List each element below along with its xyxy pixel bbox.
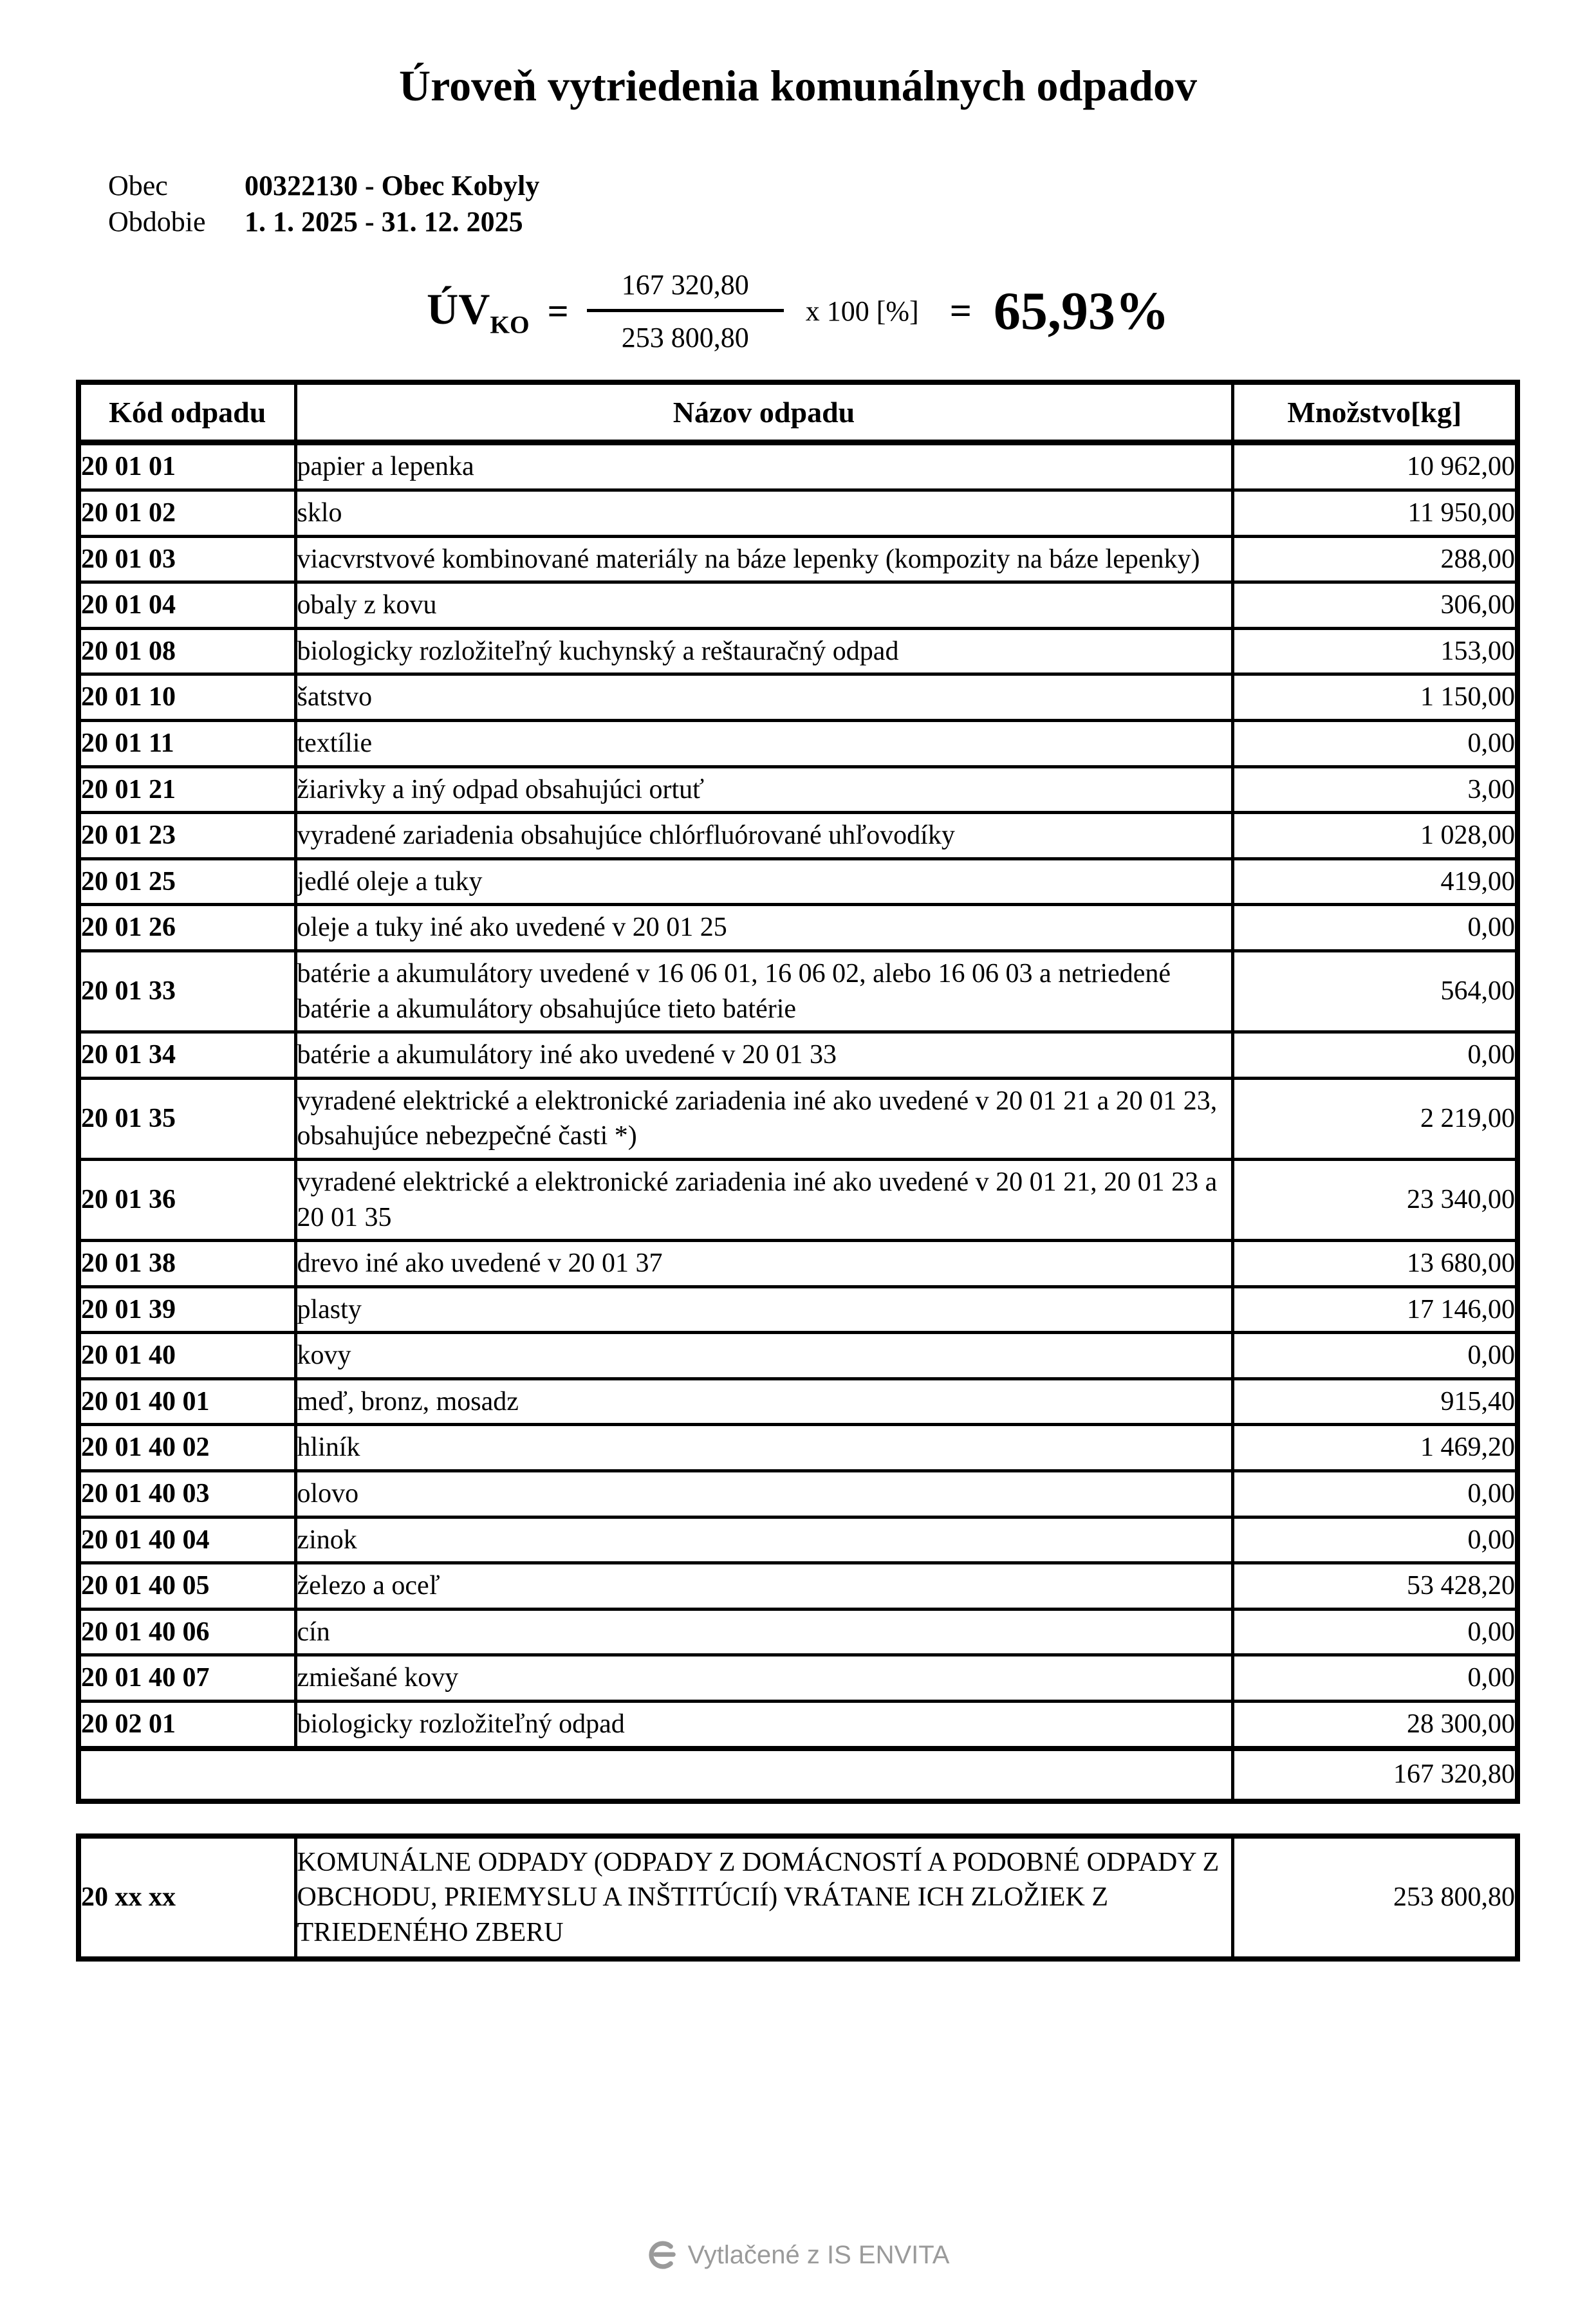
waste-code: 20 01 03	[79, 536, 295, 582]
waste-name: kovy	[295, 1333, 1232, 1379]
table-row	[79, 905, 1517, 951]
waste-name: žiarivky a iný odpad obsahujúci ortuť	[295, 766, 1232, 813]
waste-name: šatstvo	[295, 674, 1232, 721]
table-row	[79, 858, 1517, 905]
waste-name: cín	[295, 1609, 1232, 1655]
waste-qty: 1 469,20	[1232, 1425, 1517, 1471]
formula-fraction	[587, 268, 784, 354]
waste-qty: 17 146,00	[1232, 1286, 1517, 1333]
waste-table	[76, 380, 1520, 1803]
table-row	[79, 674, 1517, 721]
formula-denominator: 253 800,80	[621, 322, 749, 354]
waste-name: olovo	[295, 1471, 1232, 1517]
envita-logo-icon	[647, 2240, 678, 2270]
waste-name: zinok	[295, 1517, 1232, 1563]
waste-name: plasty	[295, 1286, 1232, 1333]
waste-code: 20 01 39	[79, 1286, 295, 1333]
waste-name: jedlé oleje a tuky	[295, 858, 1232, 905]
waste-qty: 53 428,20	[1232, 1563, 1517, 1610]
waste-name: zmiešané kovy	[295, 1655, 1232, 1702]
formula-numerator: 167 320,80	[587, 268, 784, 312]
waste-code: 20 01 26	[79, 905, 295, 951]
waste-name: obaly z kovu	[295, 582, 1232, 629]
table-row	[79, 1655, 1517, 1702]
waste-qty: 1 150,00	[1232, 674, 1517, 721]
table-total-row	[79, 1749, 1517, 1801]
waste-qty: 0,00	[1232, 1333, 1517, 1379]
waste-name: hliník	[295, 1425, 1232, 1471]
waste-code: 20 01 36	[79, 1159, 295, 1240]
header-mnozstvo: Množstvo[kg]	[1232, 382, 1517, 443]
total-qty: 167 320,80	[1232, 1749, 1517, 1801]
waste-qty: 0,00	[1232, 1471, 1517, 1517]
waste-code: 20 01 40 06	[79, 1609, 295, 1655]
waste-name: meď, bronz, mosadz	[295, 1378, 1232, 1425]
waste-qty: 0,00	[1232, 1609, 1517, 1655]
waste-code: 20 01 33	[79, 951, 295, 1032]
waste-qty: 288,00	[1232, 536, 1517, 582]
waste-qty: 13 680,00	[1232, 1241, 1517, 1287]
formula-result: 65,93%	[993, 281, 1169, 342]
summary-table	[76, 1833, 1520, 1962]
formula-symbol-subscript: KO	[490, 310, 530, 339]
table-row	[79, 490, 1517, 537]
table-row	[79, 766, 1517, 813]
table-row	[79, 1032, 1517, 1079]
waste-code: 20 01 11	[79, 720, 295, 766]
waste-qty: 2 219,00	[1232, 1078, 1517, 1159]
waste-name: batérie a akumulátory uvedené v 16 06 01, 16 06 02, alebo 16 06 03 a netriedené batérie a akumulátory obsahujúce tieto batérie	[295, 951, 1232, 1032]
table-row	[79, 1159, 1517, 1240]
waste-name: vyradené elektrické a elektronické zariadenia iné ako uvedené v 20 01 21 a 20 01 23, obsahujúce nebezpečné časti *)	[295, 1078, 1232, 1159]
total-row-spacer	[79, 1749, 1232, 1801]
waste-qty: 1 028,00	[1232, 813, 1517, 859]
summary-code: 20 xx xx	[79, 1836, 295, 1960]
table-row	[79, 1609, 1517, 1655]
table-row	[79, 582, 1517, 629]
obec-label: Obec	[108, 169, 168, 201]
waste-qty: 153,00	[1232, 628, 1517, 674]
waste-qty: 11 950,00	[1232, 490, 1517, 537]
waste-code: 20 01 04	[79, 582, 295, 629]
waste-code: 20 01 21	[79, 766, 295, 813]
waste-qty: 0,00	[1232, 720, 1517, 766]
summary-row	[79, 1836, 1517, 1960]
waste-name: sklo	[295, 490, 1232, 537]
waste-name: železo a oceľ	[295, 1563, 1232, 1610]
obdobie-label: Obdobie	[108, 206, 206, 238]
waste-name: oleje a tuky iné ako uvedené v 20 01 25	[295, 905, 1232, 951]
waste-qty: 0,00	[1232, 1655, 1517, 1702]
header-nazov-odpadu: Názov odpadu	[295, 382, 1232, 443]
table-row	[79, 1333, 1517, 1379]
table-row	[79, 1563, 1517, 1610]
waste-name: biologicky rozložiteľný odpad	[295, 1702, 1232, 1749]
footer	[0, 2240, 1596, 2270]
waste-code: 20 01 02	[79, 490, 295, 537]
obec-value: 00322130 - Obec Kobyly	[245, 169, 540, 201]
waste-table-header-row	[79, 382, 1517, 443]
waste-code: 20 01 40 05	[79, 1563, 295, 1610]
waste-code: 20 01 40 07	[79, 1655, 295, 1702]
formula-equals-2: =	[949, 290, 972, 333]
waste-name: vyradené elektrické a elektronické zariadenia iné ako uvedené v 20 01 21, 20 01 23 a 20 01 35	[295, 1159, 1232, 1240]
waste-code: 20 01 10	[79, 674, 295, 721]
waste-qty: 0,00	[1232, 1032, 1517, 1079]
summary-name: KOMUNÁLNE ODPADY (ODPADY Z DOMÁCNOSTÍ A PODOBNÉ ODPADY Z OBCHODU, PRIEMYSLU A INŠTITÚCIÍ) VRÁTANE ICH ZLOŽIEK Z TRIEDENÉHO ZBERU	[295, 1836, 1232, 1960]
waste-code: 20 01 23	[79, 813, 295, 859]
waste-qty: 564,00	[1232, 951, 1517, 1032]
waste-qty: 10 962,00	[1232, 443, 1517, 490]
table-row	[79, 1241, 1517, 1287]
formula-multiplier: x 100 [%]	[805, 295, 919, 328]
waste-name: viacvrstvové kombinované materiály na báze lepenky (kompozity na báze lepenky)	[295, 536, 1232, 582]
waste-code: 20 01 08	[79, 628, 295, 674]
footer-text: Vytlačené z IS ENVITA	[687, 2240, 950, 2269]
waste-code: 20 01 35	[79, 1078, 295, 1159]
waste-qty: 23 340,00	[1232, 1159, 1517, 1240]
waste-code: 20 01 40 01	[79, 1378, 295, 1425]
waste-name: papier a lepenka	[295, 443, 1232, 490]
waste-qty: 0,00	[1232, 905, 1517, 951]
table-row	[79, 813, 1517, 859]
waste-name: biologicky rozložiteľný kuchynský a reštauračný odpad	[295, 628, 1232, 674]
report-page	[0, 62, 1596, 1962]
table-row	[79, 1517, 1517, 1563]
waste-code: 20 01 38	[79, 1241, 295, 1287]
waste-code: 20 01 40 04	[79, 1517, 295, 1563]
table-row	[79, 628, 1517, 674]
meta-row-obec	[108, 168, 1520, 204]
waste-name: drevo iné ako uvedené v 20 01 37	[295, 1241, 1232, 1287]
waste-code: 20 02 01	[79, 1702, 295, 1749]
waste-qty: 28 300,00	[1232, 1702, 1517, 1749]
report-meta	[108, 168, 1520, 241]
table-row	[79, 951, 1517, 1032]
table-row	[79, 1378, 1517, 1425]
waste-qty: 3,00	[1232, 766, 1517, 813]
table-row	[79, 536, 1517, 582]
obdobie-value: 1. 1. 2025 - 31. 12. 2025	[245, 206, 523, 238]
waste-name: vyradené zariadenia obsahujúce chlórfluórované uhľovodíky	[295, 813, 1232, 859]
formula-equals: =	[547, 290, 569, 333]
waste-name: batérie a akumulátory iné ako uvedené v 20 01 33	[295, 1032, 1232, 1079]
waste-qty: 306,00	[1232, 582, 1517, 629]
table-row	[79, 1078, 1517, 1159]
waste-name: textílie	[295, 720, 1232, 766]
meta-row-obdobie	[108, 204, 1520, 240]
table-row	[79, 1286, 1517, 1333]
waste-qty: 419,00	[1232, 858, 1517, 905]
table-row	[79, 720, 1517, 766]
waste-qty: 0,00	[1232, 1517, 1517, 1563]
table-row	[79, 1425, 1517, 1471]
table-row	[79, 443, 1517, 490]
waste-code: 20 01 40	[79, 1333, 295, 1379]
summary-qty: 253 800,80	[1232, 1836, 1517, 1960]
page-title: Úroveň vytriedenia komunálnych odpadov	[399, 61, 1197, 110]
table-row	[79, 1702, 1517, 1749]
waste-code: 20 01 40 02	[79, 1425, 295, 1471]
header-kod-odpadu: Kód odpadu	[79, 382, 295, 443]
formula-symbol: $ÚV_{KO}$	[427, 284, 530, 339]
waste-qty: 915,40	[1232, 1378, 1517, 1425]
waste-code: 20 01 34	[79, 1032, 295, 1079]
waste-code: 20 01 40 03	[79, 1471, 295, 1517]
table-row	[79, 1471, 1517, 1517]
waste-code: 20 01 25	[79, 858, 295, 905]
waste-code: 20 01 01	[79, 443, 295, 490]
uvko-formula	[76, 268, 1520, 354]
